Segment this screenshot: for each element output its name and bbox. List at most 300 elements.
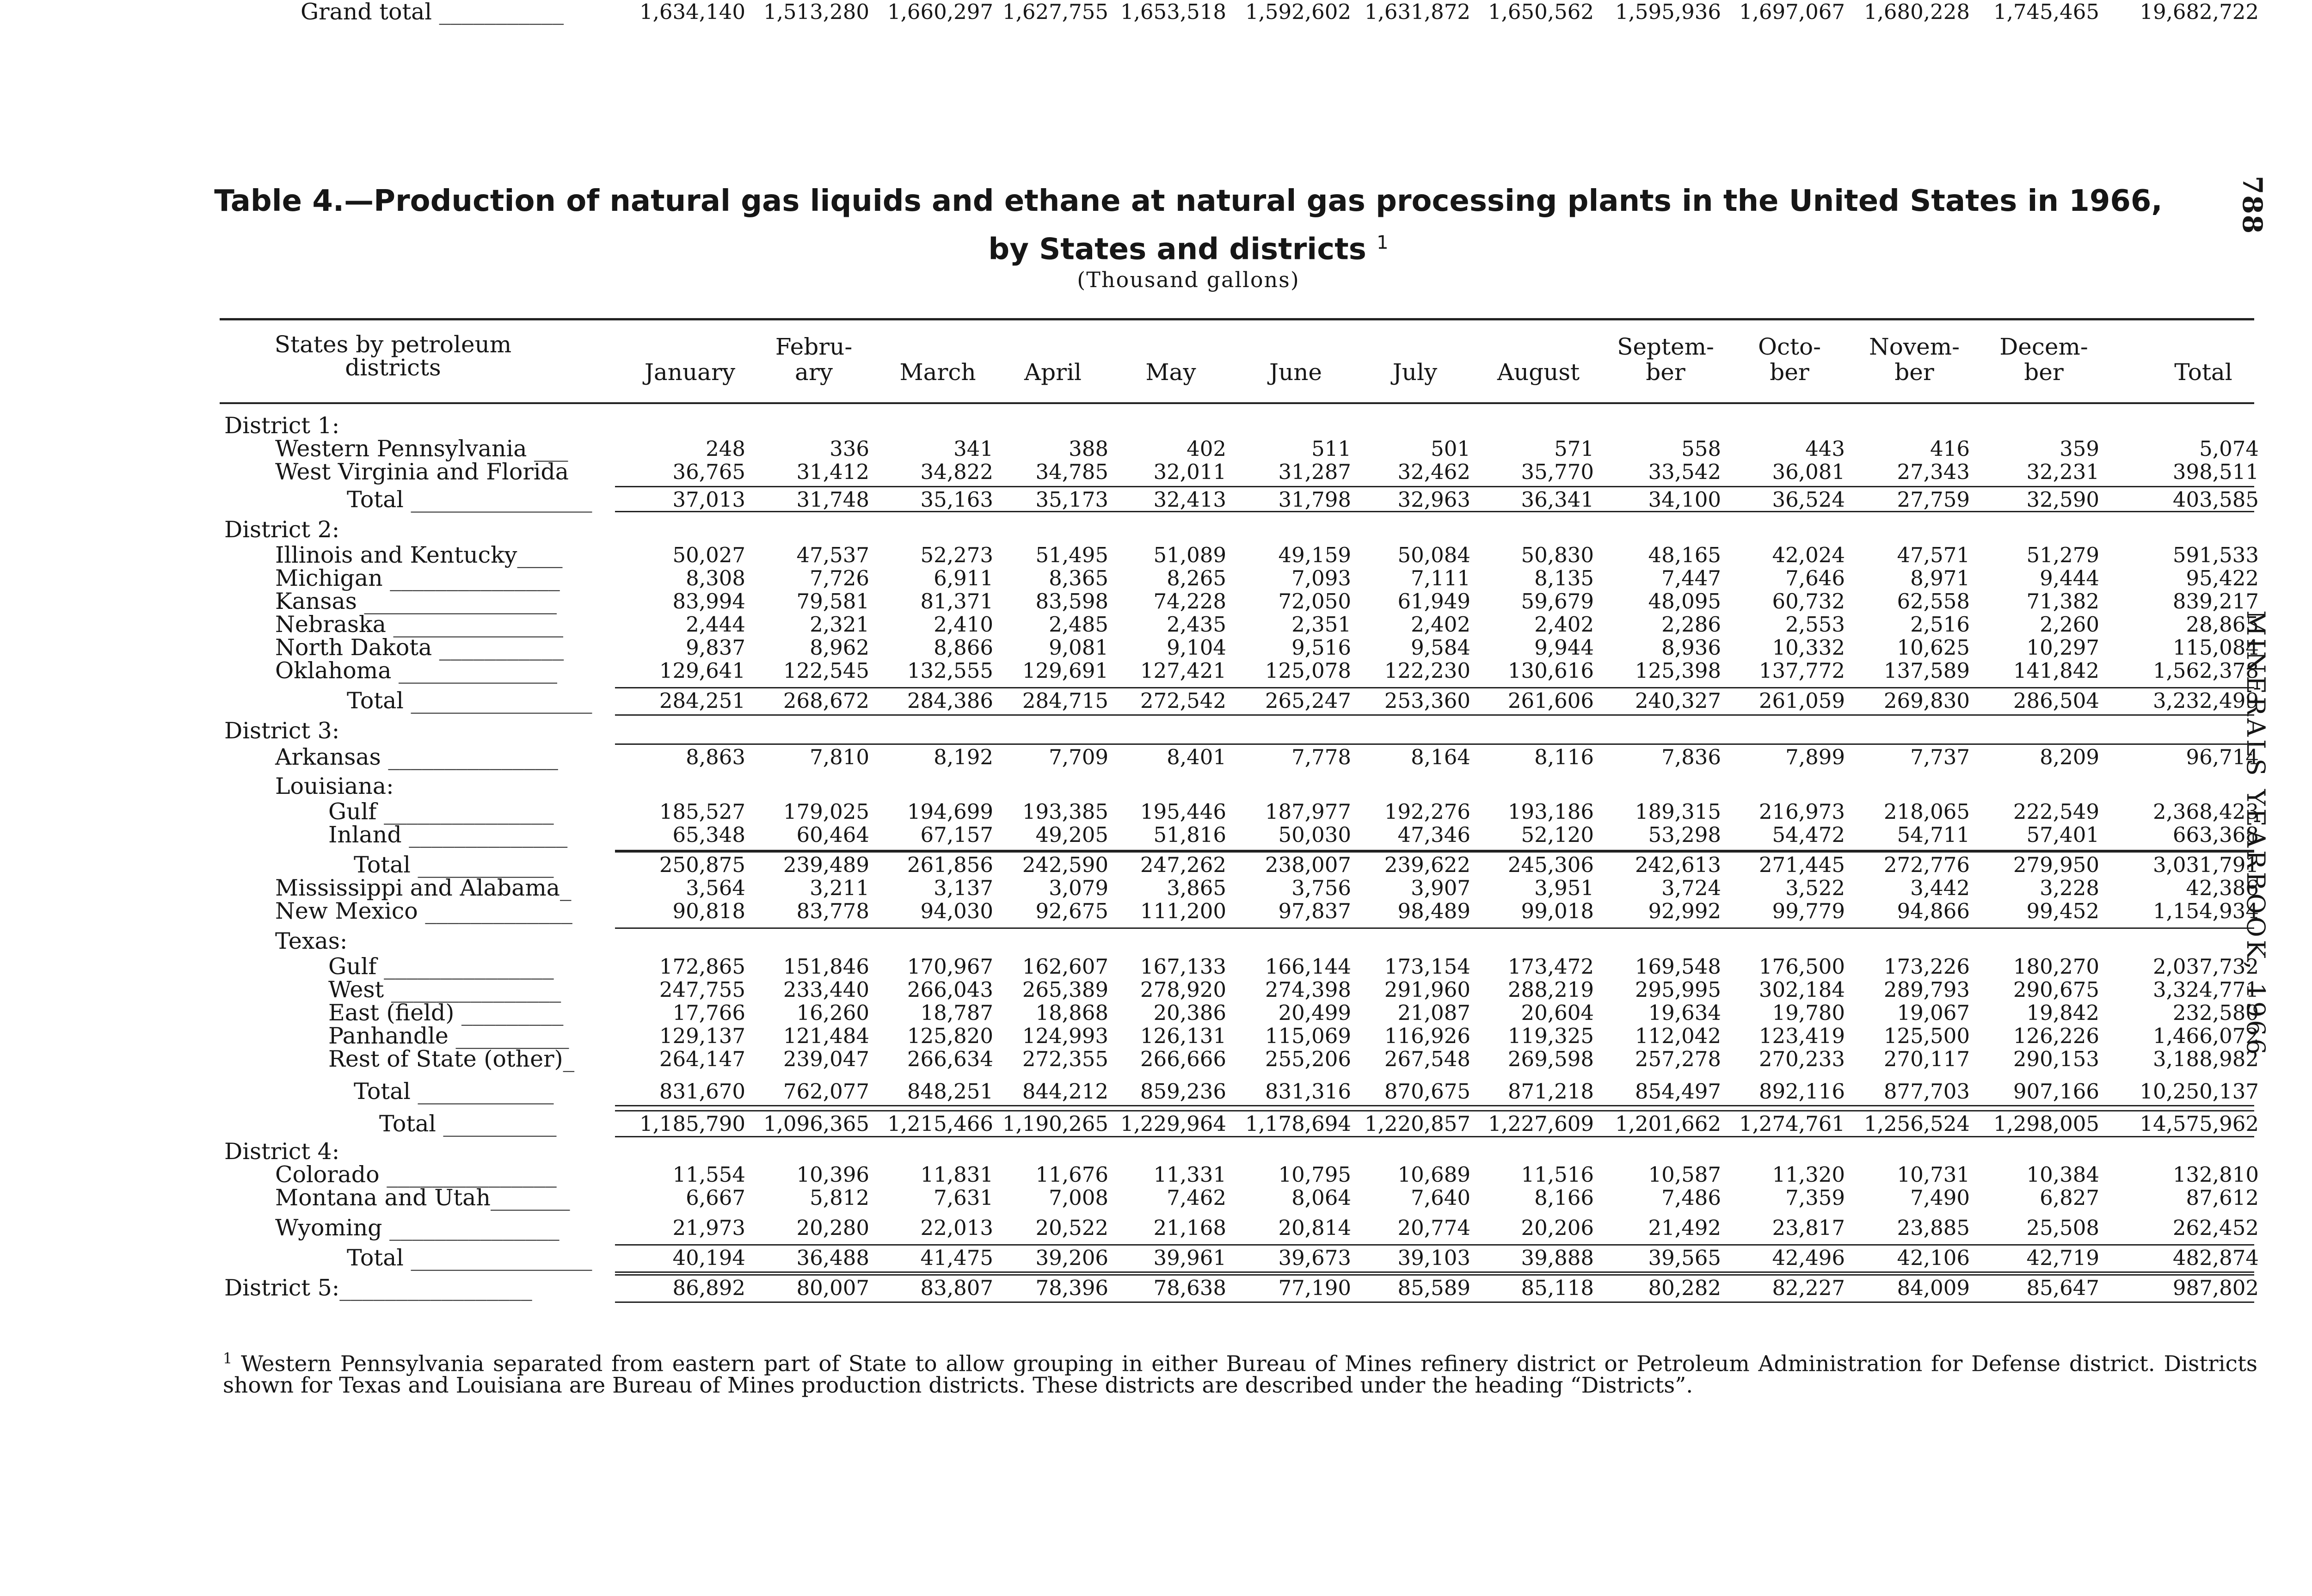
cell-r6-c11: 9,444	[2040, 566, 2099, 590]
cell-r8-c11: 2,260	[2040, 612, 2099, 637]
cell-r27-c7: 1,227,609	[1488, 1111, 1594, 1136]
cell-r10-c7: 130,616	[1507, 658, 1594, 683]
cell-r7-c4: 74,228	[1153, 589, 1226, 614]
cell-r21-c9: 176,500	[1759, 954, 1845, 979]
cell-r25-c1: 239,047	[783, 1047, 869, 1071]
cell-r21-c5: 166,144	[1265, 954, 1351, 979]
row-label-16: Inland ______________	[328, 822, 568, 848]
rule-below-grand-total	[615, 1301, 2254, 1303]
rule-above-row-20	[615, 927, 2254, 929]
column-header-12-line-2: Total	[2174, 359, 2232, 386]
row-label-28: District 4:	[224, 1138, 340, 1165]
cell-r32-c12: 482,874	[2172, 1246, 2259, 1270]
cell-r32-c11: 42,719	[2026, 1246, 2099, 1270]
cell-r30-c9: 7,359	[1785, 1185, 1845, 1210]
cell-r7-c7: 59,679	[1521, 589, 1594, 614]
cell-r13-c4: 8,401	[1167, 745, 1226, 769]
cell-r2-c11: 32,231	[2026, 460, 2099, 484]
cell-r26-c4: 859,236	[1140, 1079, 1226, 1104]
cell-r2-c12: 398,511	[2172, 460, 2259, 484]
cell-r31-c8: 21,492	[1648, 1215, 1721, 1240]
cell-r29-c2: 11,831	[920, 1162, 993, 1187]
column-header-6-line-2: July	[1392, 359, 1438, 386]
cell-r33-c11: 85,647	[2026, 1276, 2099, 1300]
cell-r22-c7: 288,219	[1507, 977, 1594, 1002]
cell-r6-c9: 7,646	[1785, 566, 1845, 590]
cell-r23-c4: 20,386	[1153, 1001, 1226, 1025]
cell-r23-c1: 16,260	[796, 1001, 869, 1025]
cell-r6-c1: 7,726	[810, 566, 869, 590]
cell-r32-c5: 39,673	[1278, 1246, 1351, 1270]
footnote-marker: 1	[223, 1350, 233, 1367]
cell-r24-c11: 126,226	[2013, 1024, 2099, 1048]
row-label-34: Grand total ___________	[301, 0, 564, 25]
column-header-0-line-2: January	[644, 359, 736, 386]
cell-r3-c11: 32,590	[2026, 487, 2099, 512]
row-label-5: Illinois and Kentucky____	[275, 542, 563, 568]
cell-r9-c11: 10,297	[2026, 635, 2099, 660]
cell-r5-c12: 591,533	[2172, 543, 2259, 567]
cell-r5-c6: 50,084	[1397, 543, 1470, 567]
cell-r2-c6: 32,462	[1397, 460, 1470, 484]
cell-r27-c12: 14,575,962	[2140, 1111, 2259, 1136]
cell-r9-c9: 10,332	[1772, 635, 1845, 660]
cell-r30-c12: 87,612	[2186, 1185, 2259, 1210]
cell-r19-c12: 1,154,934	[2152, 899, 2259, 923]
cell-r18-c1: 3,211	[810, 876, 869, 900]
cell-r2-c5: 31,287	[1278, 460, 1351, 484]
row-label-15: Gulf _______________	[328, 798, 554, 825]
cell-r18-c12: 42,386	[2186, 876, 2259, 900]
cell-r25-c4: 266,666	[1140, 1047, 1226, 1071]
cell-r8-c9: 2,553	[1785, 612, 1845, 637]
cell-r17-c4: 247,262	[1140, 853, 1226, 877]
cell-r16-c9: 54,472	[1772, 823, 1845, 847]
row-label-25: Rest of State (other)_	[328, 1046, 575, 1072]
column-header-4-line-2: May	[1145, 359, 1196, 386]
cell-r22-c6: 291,960	[1384, 977, 1470, 1002]
cell-r3-c1: 31,748	[796, 487, 869, 512]
row-label-7: Kansas _________________	[275, 588, 557, 614]
cell-r32-c9: 42,496	[1772, 1246, 1845, 1270]
cell-r7-c8: 48,095	[1648, 589, 1721, 614]
cell-r11-c3: 284,715	[1022, 688, 1108, 713]
row-label-19: New Mexico _____________	[275, 898, 572, 924]
cell-r33-c12: 987,802	[2172, 1276, 2259, 1300]
cell-r32-c1: 36,488	[796, 1246, 869, 1270]
cell-r13-c7: 8,116	[1534, 745, 1594, 769]
cell-r26-c0: 831,670	[659, 1079, 745, 1104]
cell-r30-c3: 7,008	[1049, 1185, 1108, 1210]
column-header-5-line-2: June	[1269, 359, 1322, 386]
cell-r13-c8: 7,836	[1661, 745, 1721, 769]
cell-r18-c9: 3,522	[1785, 876, 1845, 900]
cell-r17-c9: 271,445	[1759, 853, 1845, 877]
title-line-2	[116, 222, 2261, 270]
cell-r24-c0: 129,137	[659, 1024, 745, 1048]
cell-r21-c4: 167,133	[1140, 954, 1226, 979]
cell-r25-c12: 3,188,982	[2152, 1047, 2259, 1071]
stub-header-line-2: districts	[345, 354, 441, 381]
cell-r23-c5: 20,499	[1278, 1001, 1351, 1025]
cell-r30-c1: 5,812	[810, 1185, 869, 1210]
cell-r7-c6: 61,949	[1397, 589, 1470, 614]
cell-r17-c11: 279,950	[2013, 853, 2099, 877]
cell-r29-c1: 10,396	[796, 1162, 869, 1187]
cell-r6-c12: 95,422	[2186, 566, 2259, 590]
running-head: MINERALS YEARBOOK, 1966	[2241, 610, 2270, 1058]
cell-r29-c7: 11,516	[1521, 1162, 1594, 1187]
cell-r7-c10: 62,558	[1897, 589, 1970, 614]
cell-r11-c8: 240,327	[1635, 688, 1721, 713]
cell-r21-c10: 173,226	[1883, 954, 1970, 979]
title-line-2-text: by States and districts	[988, 232, 1366, 267]
cell-r16-c10: 54,711	[1897, 823, 1970, 847]
cell-r11-c6: 253,360	[1384, 688, 1470, 713]
cell-r8-c8: 2,286	[1661, 612, 1721, 637]
cell-r19-c6: 98,489	[1397, 899, 1470, 923]
cell-r9-c0: 9,837	[686, 635, 745, 660]
rule-above-row-27	[615, 1110, 2254, 1111]
cell-r24-c9: 123,419	[1759, 1024, 1845, 1048]
row-label-26: Total ____________	[354, 1078, 554, 1105]
cell-r24-c7: 119,325	[1507, 1024, 1594, 1048]
cell-r22-c2: 266,043	[907, 977, 993, 1002]
cell-r1-c5: 511	[1311, 436, 1351, 461]
cell-r26-c11: 907,166	[2013, 1079, 2099, 1104]
cell-r27-c0: 1,185,790	[639, 1111, 745, 1136]
cell-r11-c12: 3,232,499	[2152, 688, 2259, 713]
cell-r2-c8: 33,542	[1648, 460, 1721, 484]
column-header-9-line-2: ber	[1770, 359, 1809, 386]
cell-r30-c11: 6,827	[2040, 1185, 2099, 1210]
cell-r6-c10: 8,971	[1910, 566, 1970, 590]
column-header-8-line-2: ber	[1646, 359, 1685, 386]
cell-r23-c8: 19,634	[1648, 1001, 1721, 1025]
cell-r22-c9: 302,184	[1759, 977, 1845, 1002]
cell-r31-c9: 23,817	[1772, 1215, 1845, 1240]
cell-r29-c6: 10,689	[1397, 1162, 1470, 1187]
cell-r13-c1: 7,810	[810, 745, 869, 769]
cell-r22-c5: 274,398	[1265, 977, 1351, 1002]
cell-r16-c4: 51,816	[1153, 823, 1226, 847]
cell-r16-c8: 53,298	[1648, 823, 1721, 847]
cell-r30-c10: 7,490	[1910, 1185, 1970, 1210]
row-label-24: Panhandle __________	[328, 1023, 569, 1049]
cell-r19-c7: 99,018	[1521, 899, 1594, 923]
cell-r27-c8: 1,201,662	[1615, 1111, 1721, 1136]
rule-above-row-17	[615, 851, 2254, 853]
cell-r34-c4: 1,653,518	[1120, 0, 1226, 24]
stub-header-line-1: States by petroleum	[274, 331, 512, 358]
row-label-12: District 3:	[224, 718, 340, 744]
cell-r7-c5: 72,050	[1278, 589, 1351, 614]
cell-r23-c11: 19,842	[2026, 1001, 2099, 1025]
rule-below-district1-total	[615, 511, 2254, 512]
cell-r33-c8: 80,282	[1648, 1276, 1721, 1300]
cell-r22-c0: 247,755	[659, 977, 745, 1002]
cell-r3-c9: 36,524	[1772, 487, 1845, 512]
cell-r27-c10: 1,256,524	[1863, 1111, 1970, 1136]
column-header-2-line-2: March	[899, 359, 976, 386]
cell-r10-c0: 129,641	[659, 658, 745, 683]
cell-r19-c10: 94,866	[1897, 899, 1970, 923]
cell-r1-c2: 341	[953, 436, 993, 461]
cell-r34-c7: 1,650,562	[1488, 0, 1594, 24]
cell-r9-c5: 9,516	[1291, 635, 1351, 660]
cell-r30-c0: 6,667	[686, 1185, 745, 1210]
cell-r7-c3: 83,598	[1035, 589, 1108, 614]
cell-r21-c7: 173,472	[1507, 954, 1594, 979]
cell-r27-c4: 1,229,964	[1120, 1111, 1226, 1136]
cell-r18-c2: 3,137	[934, 876, 993, 900]
cell-r9-c3: 9,081	[1049, 635, 1108, 660]
cell-r31-c6: 20,774	[1397, 1215, 1470, 1240]
cell-r25-c2: 266,634	[907, 1047, 993, 1071]
cell-r8-c3: 2,485	[1049, 612, 1108, 637]
row-label-21: Gulf _______________	[328, 953, 554, 980]
cell-r15-c10: 218,065	[1883, 799, 1970, 824]
cell-r21-c8: 169,548	[1635, 954, 1721, 979]
cell-r5-c2: 52,273	[920, 543, 993, 567]
cell-r15-c2: 194,699	[907, 799, 993, 824]
footnote-text: Western Pennsylvania separated from eastern part of State to allow grouping in either Bureau of Mines refinery district or Petroleum Administration for Defense district. Districts shown for Texas and Louisiana are Bureau of Mines production districts. These districts are described under the heading “Districts”.	[223, 1351, 2257, 1398]
cell-r17-c12: 3,031,791	[2152, 853, 2259, 877]
cell-r21-c11: 180,270	[2013, 954, 2099, 979]
row-label-1: Western Pennsylvania ___	[275, 436, 568, 462]
cell-r11-c1: 268,672	[783, 688, 869, 713]
cell-r34-c2: 1,660,297	[887, 0, 993, 24]
cell-r9-c12: 115,084	[2172, 635, 2259, 660]
cell-r29-c12: 132,810	[2172, 1162, 2259, 1187]
cell-r1-c12: 5,074	[2199, 436, 2259, 461]
cell-r15-c8: 189,315	[1635, 799, 1721, 824]
header-top-rule	[220, 318, 2254, 320]
cell-r18-c11: 3,228	[2040, 876, 2099, 900]
cell-r26-c10: 877,703	[1883, 1079, 1970, 1104]
column-header-8-line-1: Septem-	[1617, 333, 1714, 360]
cell-r2-c10: 27,343	[1897, 460, 1970, 484]
cell-r22-c1: 233,440	[783, 977, 869, 1002]
cell-r32-c3: 39,206	[1035, 1246, 1108, 1270]
cell-r11-c2: 284,386	[907, 688, 993, 713]
cell-r17-c10: 272,776	[1883, 853, 1970, 877]
cell-r30-c5: 8,064	[1291, 1185, 1351, 1210]
cell-r13-c2: 8,192	[934, 745, 993, 769]
cell-r17-c8: 242,613	[1635, 853, 1721, 877]
cell-r19-c8: 92,992	[1648, 899, 1721, 923]
row-label-33: District 5:_________________	[224, 1275, 532, 1301]
cell-r5-c8: 48,165	[1648, 543, 1721, 567]
cell-r8-c10: 2,516	[1910, 612, 1970, 637]
cell-r18-c10: 3,442	[1910, 876, 1970, 900]
cell-r32-c2: 41,475	[920, 1246, 993, 1270]
rule-above-row-3	[615, 486, 2254, 487]
cell-r8-c2: 2,410	[934, 612, 993, 637]
cell-r25-c7: 269,598	[1507, 1047, 1594, 1071]
cell-r29-c11: 10,384	[2026, 1162, 2099, 1187]
cell-r3-c4: 32,413	[1153, 487, 1226, 512]
cell-r13-c5: 7,778	[1291, 745, 1351, 769]
row-label-3: Total ________________	[347, 486, 592, 513]
row-label-14: Louisiana:	[275, 773, 394, 799]
cell-r15-c3: 193,385	[1022, 799, 1108, 824]
cell-r21-c1: 151,846	[783, 954, 869, 979]
cell-r25-c5: 255,206	[1265, 1047, 1351, 1071]
cell-r1-c1: 336	[830, 436, 869, 461]
cell-r7-c9: 60,732	[1772, 589, 1845, 614]
cell-r32-c10: 42,106	[1897, 1246, 1970, 1270]
cell-r19-c2: 94,030	[920, 899, 993, 923]
cell-r33-c0: 86,892	[672, 1276, 745, 1300]
cell-r24-c3: 124,993	[1022, 1024, 1108, 1048]
cell-r1-c9: 443	[1805, 436, 1845, 461]
cell-r33-c3: 78,396	[1035, 1276, 1108, 1300]
cell-r27-c6: 1,220,857	[1364, 1111, 1470, 1136]
cell-r31-c7: 20,206	[1521, 1215, 1594, 1240]
cell-r9-c6: 9,584	[1411, 635, 1470, 660]
title-line-1: Table 4.—Production of natural gas liquids and ethane at natural gas processing plants in the United States in 1966,	[214, 184, 2163, 218]
cell-r16-c6: 47,346	[1397, 823, 1470, 847]
cell-r25-c8: 257,278	[1635, 1047, 1721, 1071]
cell-r17-c7: 245,306	[1507, 853, 1594, 877]
cell-r22-c4: 278,920	[1140, 977, 1226, 1002]
cell-r21-c6: 173,154	[1384, 954, 1470, 979]
cell-r34-c1: 1,513,280	[763, 0, 869, 24]
cell-r31-c4: 21,168	[1153, 1215, 1226, 1240]
cell-r2-c7: 35,770	[1521, 460, 1594, 484]
row-label-30: Montana and Utah_______	[275, 1185, 570, 1211]
cell-r1-c4: 402	[1187, 436, 1226, 461]
rule-above-row-33	[615, 1274, 2254, 1276]
cell-r3-c10: 27,759	[1897, 487, 1970, 512]
cell-r5-c9: 42,024	[1772, 543, 1845, 567]
cell-r8-c5: 2,351	[1291, 612, 1351, 637]
cell-r21-c3: 162,607	[1022, 954, 1108, 979]
cell-r23-c6: 21,087	[1397, 1001, 1470, 1025]
cell-r30-c6: 7,640	[1411, 1185, 1470, 1210]
cell-r3-c6: 32,963	[1397, 487, 1470, 512]
cell-r34-c3: 1,627,755	[1002, 0, 1108, 24]
row-label-29: Colorado _______________	[275, 1161, 557, 1188]
cell-r31-c5: 20,814	[1278, 1215, 1351, 1240]
cell-r13-c0: 8,863	[686, 745, 745, 769]
cell-r16-c7: 52,120	[1521, 823, 1594, 847]
cell-r33-c4: 78,638	[1153, 1276, 1226, 1300]
column-header-11-line-1: Decem-	[1999, 333, 2088, 360]
cell-r8-c0: 2,444	[686, 612, 745, 637]
cell-r2-c9: 36,081	[1772, 460, 1845, 484]
cell-r19-c5: 97,837	[1278, 899, 1351, 923]
cell-r17-c5: 238,007	[1265, 853, 1351, 877]
cell-r3-c8: 34,100	[1648, 487, 1721, 512]
cell-r16-c5: 50,030	[1278, 823, 1351, 847]
cell-r8-c12: 28,865	[2186, 612, 2259, 637]
rule-above-row-11	[615, 687, 2254, 688]
cell-r27-c1: 1,096,365	[763, 1111, 869, 1136]
cell-r25-c11: 290,153	[2013, 1047, 2099, 1071]
cell-r34-c10: 1,680,228	[1863, 0, 1970, 24]
cell-r26-c2: 848,251	[907, 1079, 993, 1104]
cell-r16-c12: 663,368	[2172, 823, 2259, 847]
cell-r26-c1: 762,077	[783, 1079, 869, 1104]
cell-r2-c1: 31,412	[796, 460, 869, 484]
cell-r22-c8: 295,995	[1635, 977, 1721, 1002]
row-label-27: Total __________	[379, 1111, 557, 1137]
cell-r30-c2: 7,631	[934, 1185, 993, 1210]
cell-r18-c6: 3,907	[1411, 876, 1470, 900]
cell-r29-c4: 11,331	[1153, 1162, 1226, 1187]
row-label-10: Oklahoma ______________	[275, 657, 558, 684]
cell-r10-c2: 132,555	[907, 658, 993, 683]
row-label-11: Total ________________	[347, 688, 592, 714]
cell-r15-c6: 192,276	[1384, 799, 1470, 824]
cell-r26-c12: 10,250,137	[2140, 1079, 2259, 1104]
cell-r15-c0: 185,527	[659, 799, 745, 824]
cell-r24-c1: 121,484	[783, 1024, 869, 1048]
cell-r26-c8: 854,497	[1635, 1079, 1721, 1104]
cell-r11-c10: 269,830	[1883, 688, 1970, 713]
cell-r23-c9: 19,780	[1772, 1001, 1845, 1025]
cell-r5-c3: 51,495	[1035, 543, 1108, 567]
cell-r15-c7: 193,186	[1507, 799, 1594, 824]
cell-r31-c12: 262,452	[2172, 1215, 2259, 1240]
cell-r27-c11: 1,298,005	[1993, 1111, 2099, 1136]
cell-r17-c0: 250,875	[659, 853, 745, 877]
cell-r16-c11: 57,401	[2026, 823, 2099, 847]
cell-r11-c9: 261,059	[1759, 688, 1845, 713]
cell-r25-c0: 264,147	[659, 1047, 745, 1071]
row-label-23: East (field) _________	[328, 1000, 564, 1026]
row-label-0: District 1:	[224, 412, 340, 439]
row-label-6: Michigan _______________	[275, 565, 560, 591]
cell-r10-c4: 127,421	[1140, 658, 1226, 683]
cell-r29-c10: 10,731	[1897, 1162, 1970, 1187]
cell-r34-c6: 1,631,872	[1364, 0, 1470, 24]
cell-r31-c10: 23,885	[1897, 1215, 1970, 1240]
cell-r13-c12: 96,714	[2186, 745, 2259, 769]
row-label-8: Nebraska _______________	[275, 611, 564, 638]
cell-r11-c4: 272,542	[1140, 688, 1226, 713]
cell-r19-c11: 99,452	[2026, 899, 2099, 923]
cell-r25-c10: 270,117	[1883, 1047, 1970, 1071]
cell-r33-c7: 85,118	[1521, 1276, 1594, 1300]
cell-r17-c2: 261,856	[907, 853, 993, 877]
cell-r10-c9: 137,772	[1759, 658, 1845, 683]
cell-r32-c4: 39,961	[1153, 1246, 1226, 1270]
cell-r19-c1: 83,778	[796, 899, 869, 923]
cell-r10-c10: 137,589	[1883, 658, 1970, 683]
cell-r33-c6: 85,589	[1397, 1276, 1470, 1300]
cell-r5-c11: 51,279	[2026, 543, 2099, 567]
cell-r33-c5: 77,190	[1278, 1276, 1351, 1300]
cell-r1-c10: 416	[1930, 436, 1970, 461]
cell-r31-c2: 22,013	[920, 1215, 993, 1240]
cell-r9-c1: 8,962	[810, 635, 869, 660]
cell-r33-c2: 83,807	[920, 1276, 993, 1300]
cell-r34-c11: 1,745,465	[1993, 0, 2099, 24]
column-header-1-line-2: ary	[795, 359, 833, 386]
row-label-18: Mississippi and Alabama_	[275, 875, 572, 901]
cell-r10-c6: 122,230	[1384, 658, 1470, 683]
cell-r5-c7: 50,830	[1521, 543, 1594, 567]
cell-r34-c5: 1,592,602	[1245, 0, 1351, 24]
cell-r8-c7: 2,402	[1534, 612, 1594, 637]
rule-above-row-13	[615, 743, 2254, 745]
cell-r27-c3: 1,190,265	[1002, 1111, 1108, 1136]
title-footnote-marker: 1	[1377, 232, 1389, 253]
cell-r16-c0: 65,348	[672, 823, 745, 847]
